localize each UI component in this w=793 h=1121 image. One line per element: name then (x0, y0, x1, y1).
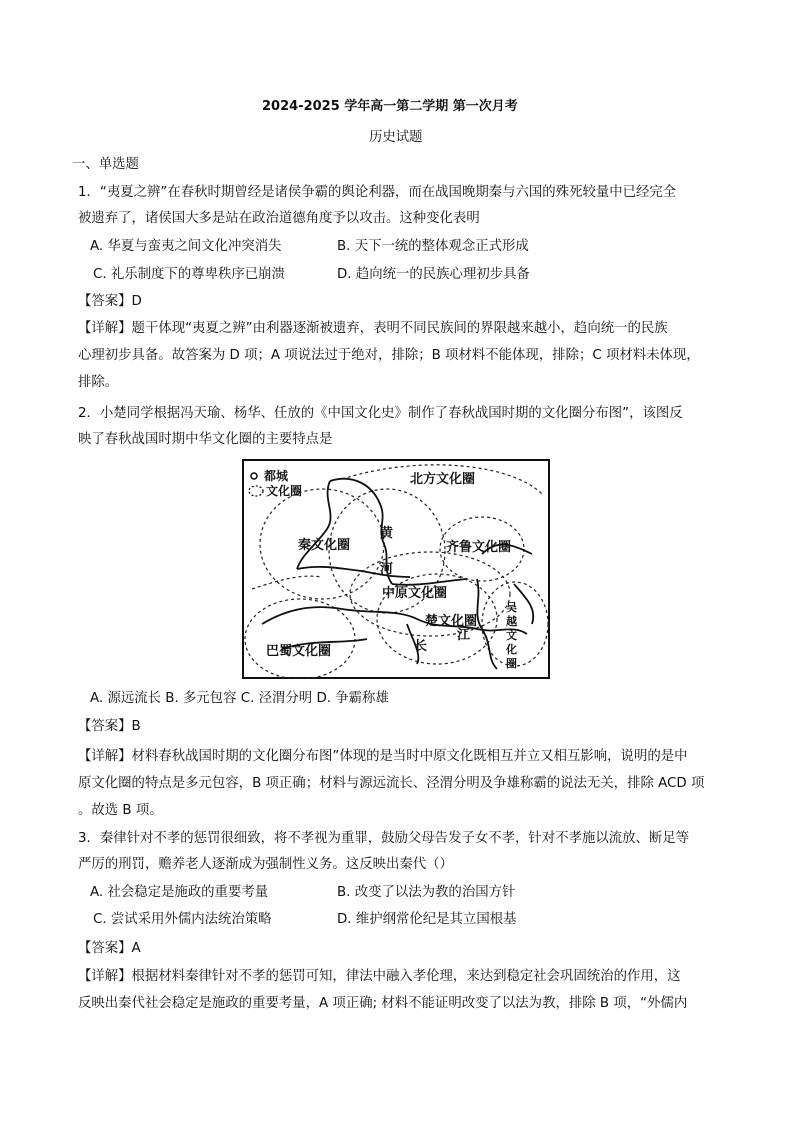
changjiang-char-2: 江 (457, 628, 471, 643)
wuyue-char-2: 越 (506, 615, 517, 628)
qilu-circle-label: 齐鲁文化圈 (446, 540, 512, 555)
huanghe-char-2: 河 (380, 562, 394, 577)
q1-option-d: D. 趋向统一的民族心理初步具备 (337, 267, 530, 282)
changjiang-char-1: 长 (414, 639, 428, 654)
q3-option-c: C. 尝试采用外儒内法统治策略 (93, 912, 272, 927)
chu-circle-label: 楚文化圈 (425, 614, 478, 629)
q3-stem-line2: 严厉的刑罚，赡养老人逐渐成为强制性义务。这反映出秦代（） (78, 857, 453, 872)
wuyue-char-4: 化 (506, 643, 517, 656)
q1-option-c: C. 礼乐制度下的尊卑秩序已崩溃 (93, 267, 285, 282)
wuyue-char-1: 吴 (506, 601, 517, 614)
q2-answer: 【答案】B (78, 719, 141, 734)
q1-answer: 【答案】D (78, 294, 142, 309)
wuyue-char-3: 文 (506, 629, 517, 642)
q2-options: A. 源远流长 B. 多元包容 C. 泾渭分明 D. 争霸称雄 (90, 691, 389, 706)
q1-detail-line1: 【详解】题干体现“夷夏之辨”由利器逐渐被遗弃，表明不同民族间的界限越来越小，趋向统一的民族 (78, 321, 668, 336)
q2-detail-line3: 。故选 B 项。 (78, 803, 163, 818)
legend-circle-label: 文化圈 (266, 484, 303, 498)
q3-detail-line1: 【详解】根据材料秦律针对不孝的惩罚可知，律法中融入孝伦理，来达到稳定社会巩固统治的作用，这 (78, 969, 681, 984)
huanghe-char-1: 黄 (380, 526, 394, 541)
q2-detail-line1: 【详解】材料春秋战国时期的文化圈分布图”体现的是当时中原文化既相互并立又相互影响，说明的是中 (78, 749, 688, 764)
q3-option-d: D. 维护纲常伦纪是其立国根基 (337, 912, 517, 927)
q2-detail-line2: 原文化圈的特点是多元包容，B 项正确；材料与源远流长、泾渭分明及争雄称霸的说法无关，排除 ACD 项 (78, 776, 705, 791)
q1-detail-line3: 排除。 (78, 375, 119, 390)
wuyue-char-5: 圈 (506, 657, 517, 670)
q1-option-a: A. 华夏与蛮夷之间文化冲突消失 (90, 239, 282, 254)
qin-circle-label: 秦文化圈 (298, 538, 351, 553)
q3-answer: 【答案】A (78, 941, 141, 956)
culture-circle-map (242, 459, 550, 679)
q1-stem-line1: 1．“夷夏之辨”在春秋时期曾经是诸侯争霸的舆论利器，而在战国晚期秦与六国的殊死较量中已经完全 (78, 185, 677, 200)
zhongyuan-circle-label: 中原文化圈 (382, 586, 448, 601)
legend-capital-label: 都城 (264, 469, 289, 483)
q1-option-b: B. 天下一统的整体观念正式形成 (337, 239, 529, 254)
q3-option-b: B. 改变了以法为教的治国方针 (337, 885, 516, 900)
section-heading: 一、单选题 (72, 157, 139, 172)
q3-detail-line2: 反映出秦代社会稳定是施政的重要考量，A 项正确; 材料不能证明改变了以法为教，排除 B 项，“外儒内 (78, 996, 688, 1011)
exam-title: 2024-2025 学年高一第二学期 第一次月考 (262, 99, 518, 114)
q1-stem-line2: 被遗弃了，诸侯国大多是站在政治道德角度予以攻击。这种变化表明 (78, 211, 480, 226)
q3-option-a: A. 社会稳定是施政的重要考量 (90, 885, 269, 900)
q1-detail-line2: 心理初步具备。故答案为 D 项；A 项说法过于绝对，排除；B 项材料不能体现，排除；C 项材料未体现， (78, 348, 700, 363)
q2-stem-line2: 映了春秋战国时期中华文化圈的主要特点是 (78, 432, 333, 447)
north-circle-label: 北方文化圈 (410, 472, 476, 487)
q2-stem-line1: 2．小楚同学根据冯天瑜、杨华、任放的《中国文化史》制作了春秋战国时期的文化圈分布图”，该图反 (78, 406, 683, 421)
bashu-circle-label: 巴蜀文化圈 (266, 644, 332, 659)
exam-subtitle: 历史试题 (369, 130, 423, 145)
q3-stem-line1: 3．秦律针对不孝的惩罚很细致，将不孝视为重罪，鼓励父母告发子女不孝，针对不孝施以流放、断足等 (78, 831, 690, 846)
